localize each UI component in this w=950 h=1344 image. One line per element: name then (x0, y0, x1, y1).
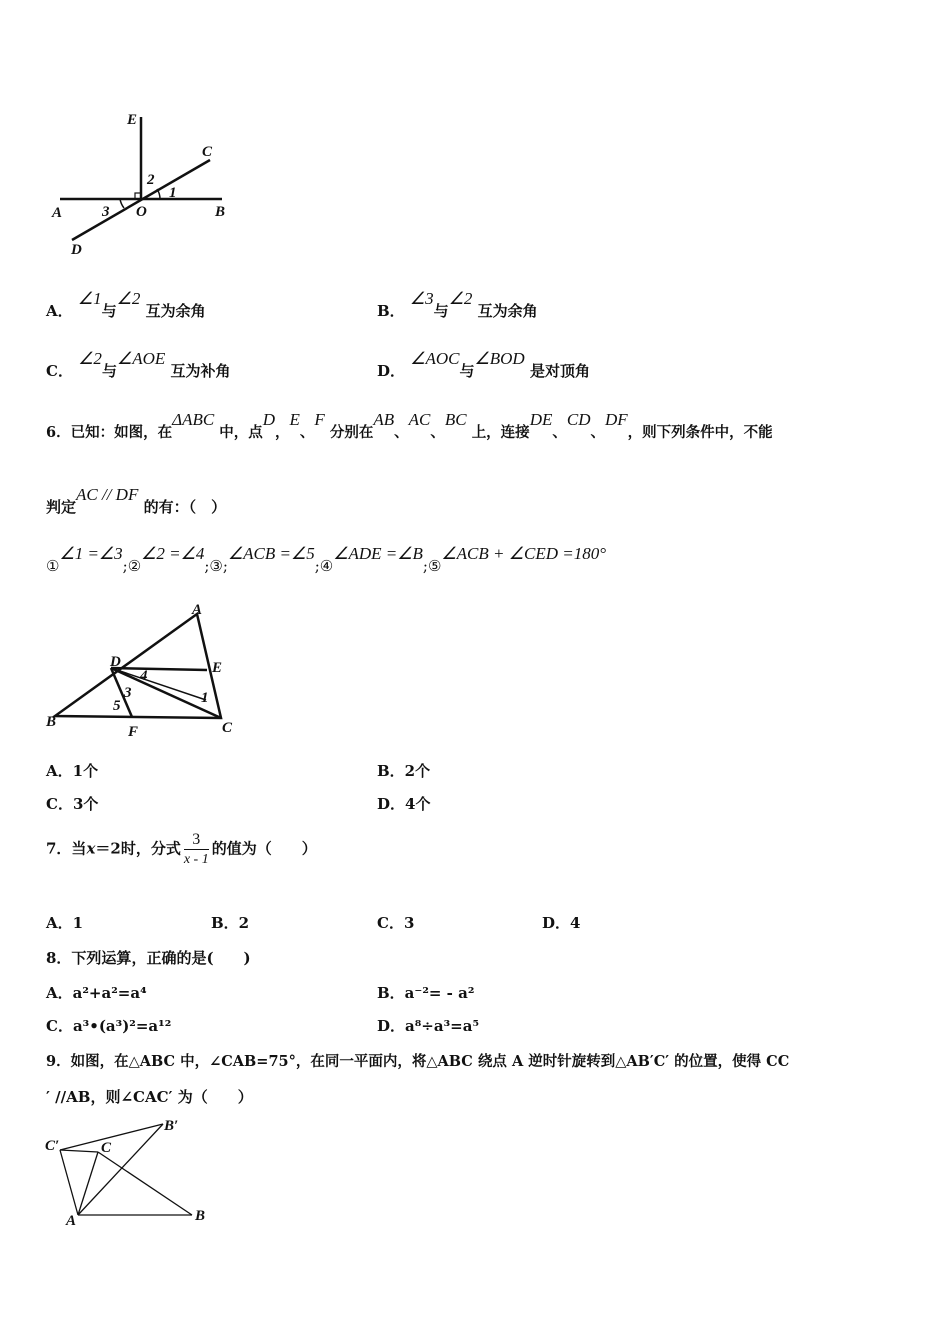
q5-option-a[interactable] (46, 289, 206, 321)
math: AB (373, 410, 395, 429)
math: ∠2 =∠4 (141, 544, 205, 563)
text: 互为余角 (477, 302, 538, 320)
text: ;② (122, 557, 142, 575)
fig2-label: C (222, 720, 233, 736)
figure-angles (60, 117, 222, 240)
q7-stem (46, 830, 317, 869)
fig2-label: 3 (124, 685, 132, 701)
q5-option-c[interactable] (46, 349, 231, 381)
text: 与 (101, 302, 117, 320)
fig2-label: B (46, 714, 57, 730)
q9-stem-line2: ′ //AB，则∠CAC′ 为（ ） (46, 1088, 253, 1106)
q9-stem-line1: 9．如图，在△ABC 中，∠CAB=75°，在同一平面内，将△ABC 绕点 A 逆时针旋转到△AB′C′ 的位置，使得 CC (46, 1053, 790, 1070)
text: 、 (430, 424, 445, 441)
text: ＝2时，分式 (95, 839, 181, 858)
math: ∠1 =∠3 (59, 544, 123, 563)
text: 的有：（ ） (143, 498, 227, 516)
figure-triangle-q6 (55, 614, 221, 718)
text: ① (46, 557, 60, 575)
fig1-label: B (215, 204, 226, 220)
math: ∠ACB =∠5 (227, 544, 315, 563)
q7-fraction (184, 830, 209, 869)
fig2-label: 4 (140, 668, 148, 684)
fig3-label: C′ (45, 1138, 60, 1154)
text: 与 (101, 362, 117, 380)
fig1-label: 1 (169, 185, 177, 201)
fig3-label: B (195, 1208, 206, 1224)
math: ΔABC (172, 410, 215, 429)
math: AC (408, 410, 431, 429)
option-letter: A． (46, 302, 73, 320)
fig1-label: E (127, 112, 138, 128)
q8-option-b[interactable]: B．a⁻²= - a² (377, 984, 475, 1002)
text: 6．已知：如图，在 (46, 424, 173, 441)
fig1-label: C (202, 144, 213, 160)
denominator: x - 1 (183, 852, 209, 867)
text: 分别在 (329, 424, 374, 441)
fig3-label: C (101, 1140, 112, 1156)
fig3-label: B′ (164, 1118, 179, 1134)
option-letter: D． (377, 362, 406, 380)
math: ∠ADE =∠B (333, 544, 423, 563)
text: 互为余角 (145, 302, 206, 320)
q6-stem-line2 (46, 485, 227, 517)
text: 7．当 (46, 839, 87, 858)
math: x (86, 839, 96, 858)
math: ∠3 (409, 289, 434, 308)
q6-option-d[interactable]: D．4个 (377, 795, 431, 813)
math: F (314, 410, 325, 429)
q6-conditions (46, 544, 607, 576)
math: ∠AOE (116, 349, 166, 368)
q8-option-a[interactable]: A．a²+a²=a⁴ (46, 984, 147, 1002)
text: 上，连接 (471, 424, 530, 441)
q7-option-d[interactable]: D．4 (542, 914, 581, 932)
option-letter: C． (46, 362, 73, 380)
math: ∠ACB + ∠CED =180° (441, 544, 607, 563)
math: CD (566, 410, 591, 429)
fig2-label: F (128, 724, 139, 740)
q6-option-b[interactable]: B．2个 (377, 762, 431, 780)
math: DE (529, 410, 553, 429)
fig2-label: 5 (113, 698, 121, 714)
q7-option-c[interactable]: C．3 (377, 914, 415, 932)
math: BC (444, 410, 467, 429)
fig1-label: D (71, 242, 82, 258)
numerator: 3 (184, 830, 209, 850)
fig3-label: A (66, 1213, 77, 1229)
q8-option-d[interactable]: D．a⁸÷a³=a⁵ (377, 1017, 480, 1035)
option-letter: B． (377, 302, 405, 320)
text: 、 (299, 424, 315, 441)
fig1-label: 2 (147, 172, 155, 188)
text: ;③; (204, 557, 228, 575)
q6-stem-line1 (46, 410, 773, 442)
text: ， (275, 424, 290, 441)
math: ∠BOD (474, 349, 525, 368)
text: ;④ (314, 557, 334, 575)
text: 中，点 (219, 424, 263, 441)
fig2-label: 1 (201, 690, 209, 706)
text: 、 (552, 424, 567, 441)
fig2-label: A (192, 602, 203, 618)
q6-option-c[interactable]: C．3个 (46, 795, 99, 813)
text: 、 (590, 424, 605, 441)
q7-option-a[interactable]: A．1 (46, 914, 84, 932)
math: AC // DF (76, 485, 139, 504)
figure-rotation-q9 (60, 1124, 192, 1215)
math: D (262, 410, 276, 429)
text: 判定 (46, 498, 77, 516)
fig2-label: E (212, 660, 223, 676)
math: ∠AOC (410, 349, 460, 368)
math: DF (604, 410, 628, 429)
text: 互为补角 (170, 362, 231, 380)
text: 与 (433, 302, 449, 320)
text: ;⑤ (422, 557, 442, 575)
math: ∠2 (448, 289, 473, 308)
q8-option-c[interactable]: C．a³•(a³)²=a¹² (46, 1017, 172, 1035)
fig1-label: O (136, 204, 147, 220)
q8-stem: 8．下列运算，正确的是( ) (46, 949, 251, 967)
fig2-label: D (110, 654, 121, 670)
q5-option-d[interactable] (377, 349, 590, 381)
math: E (289, 410, 300, 429)
q6-option-a[interactable]: A．1个 (46, 762, 99, 780)
text: 的值为（ ） (211, 839, 317, 858)
math: ∠2 (78, 349, 102, 368)
text: 是对顶角 (529, 362, 590, 380)
q7-option-b[interactable]: B．2 (211, 914, 250, 932)
fig1-label: 3 (102, 204, 110, 220)
text: ，则下列条件中，不能 (627, 424, 773, 441)
math: ∠2 (116, 289, 141, 308)
q5-option-b[interactable] (377, 289, 538, 321)
text: 与 (459, 362, 475, 380)
fig1-label: A (52, 205, 63, 221)
text: 、 (394, 424, 409, 441)
math: ∠1 (77, 289, 102, 308)
